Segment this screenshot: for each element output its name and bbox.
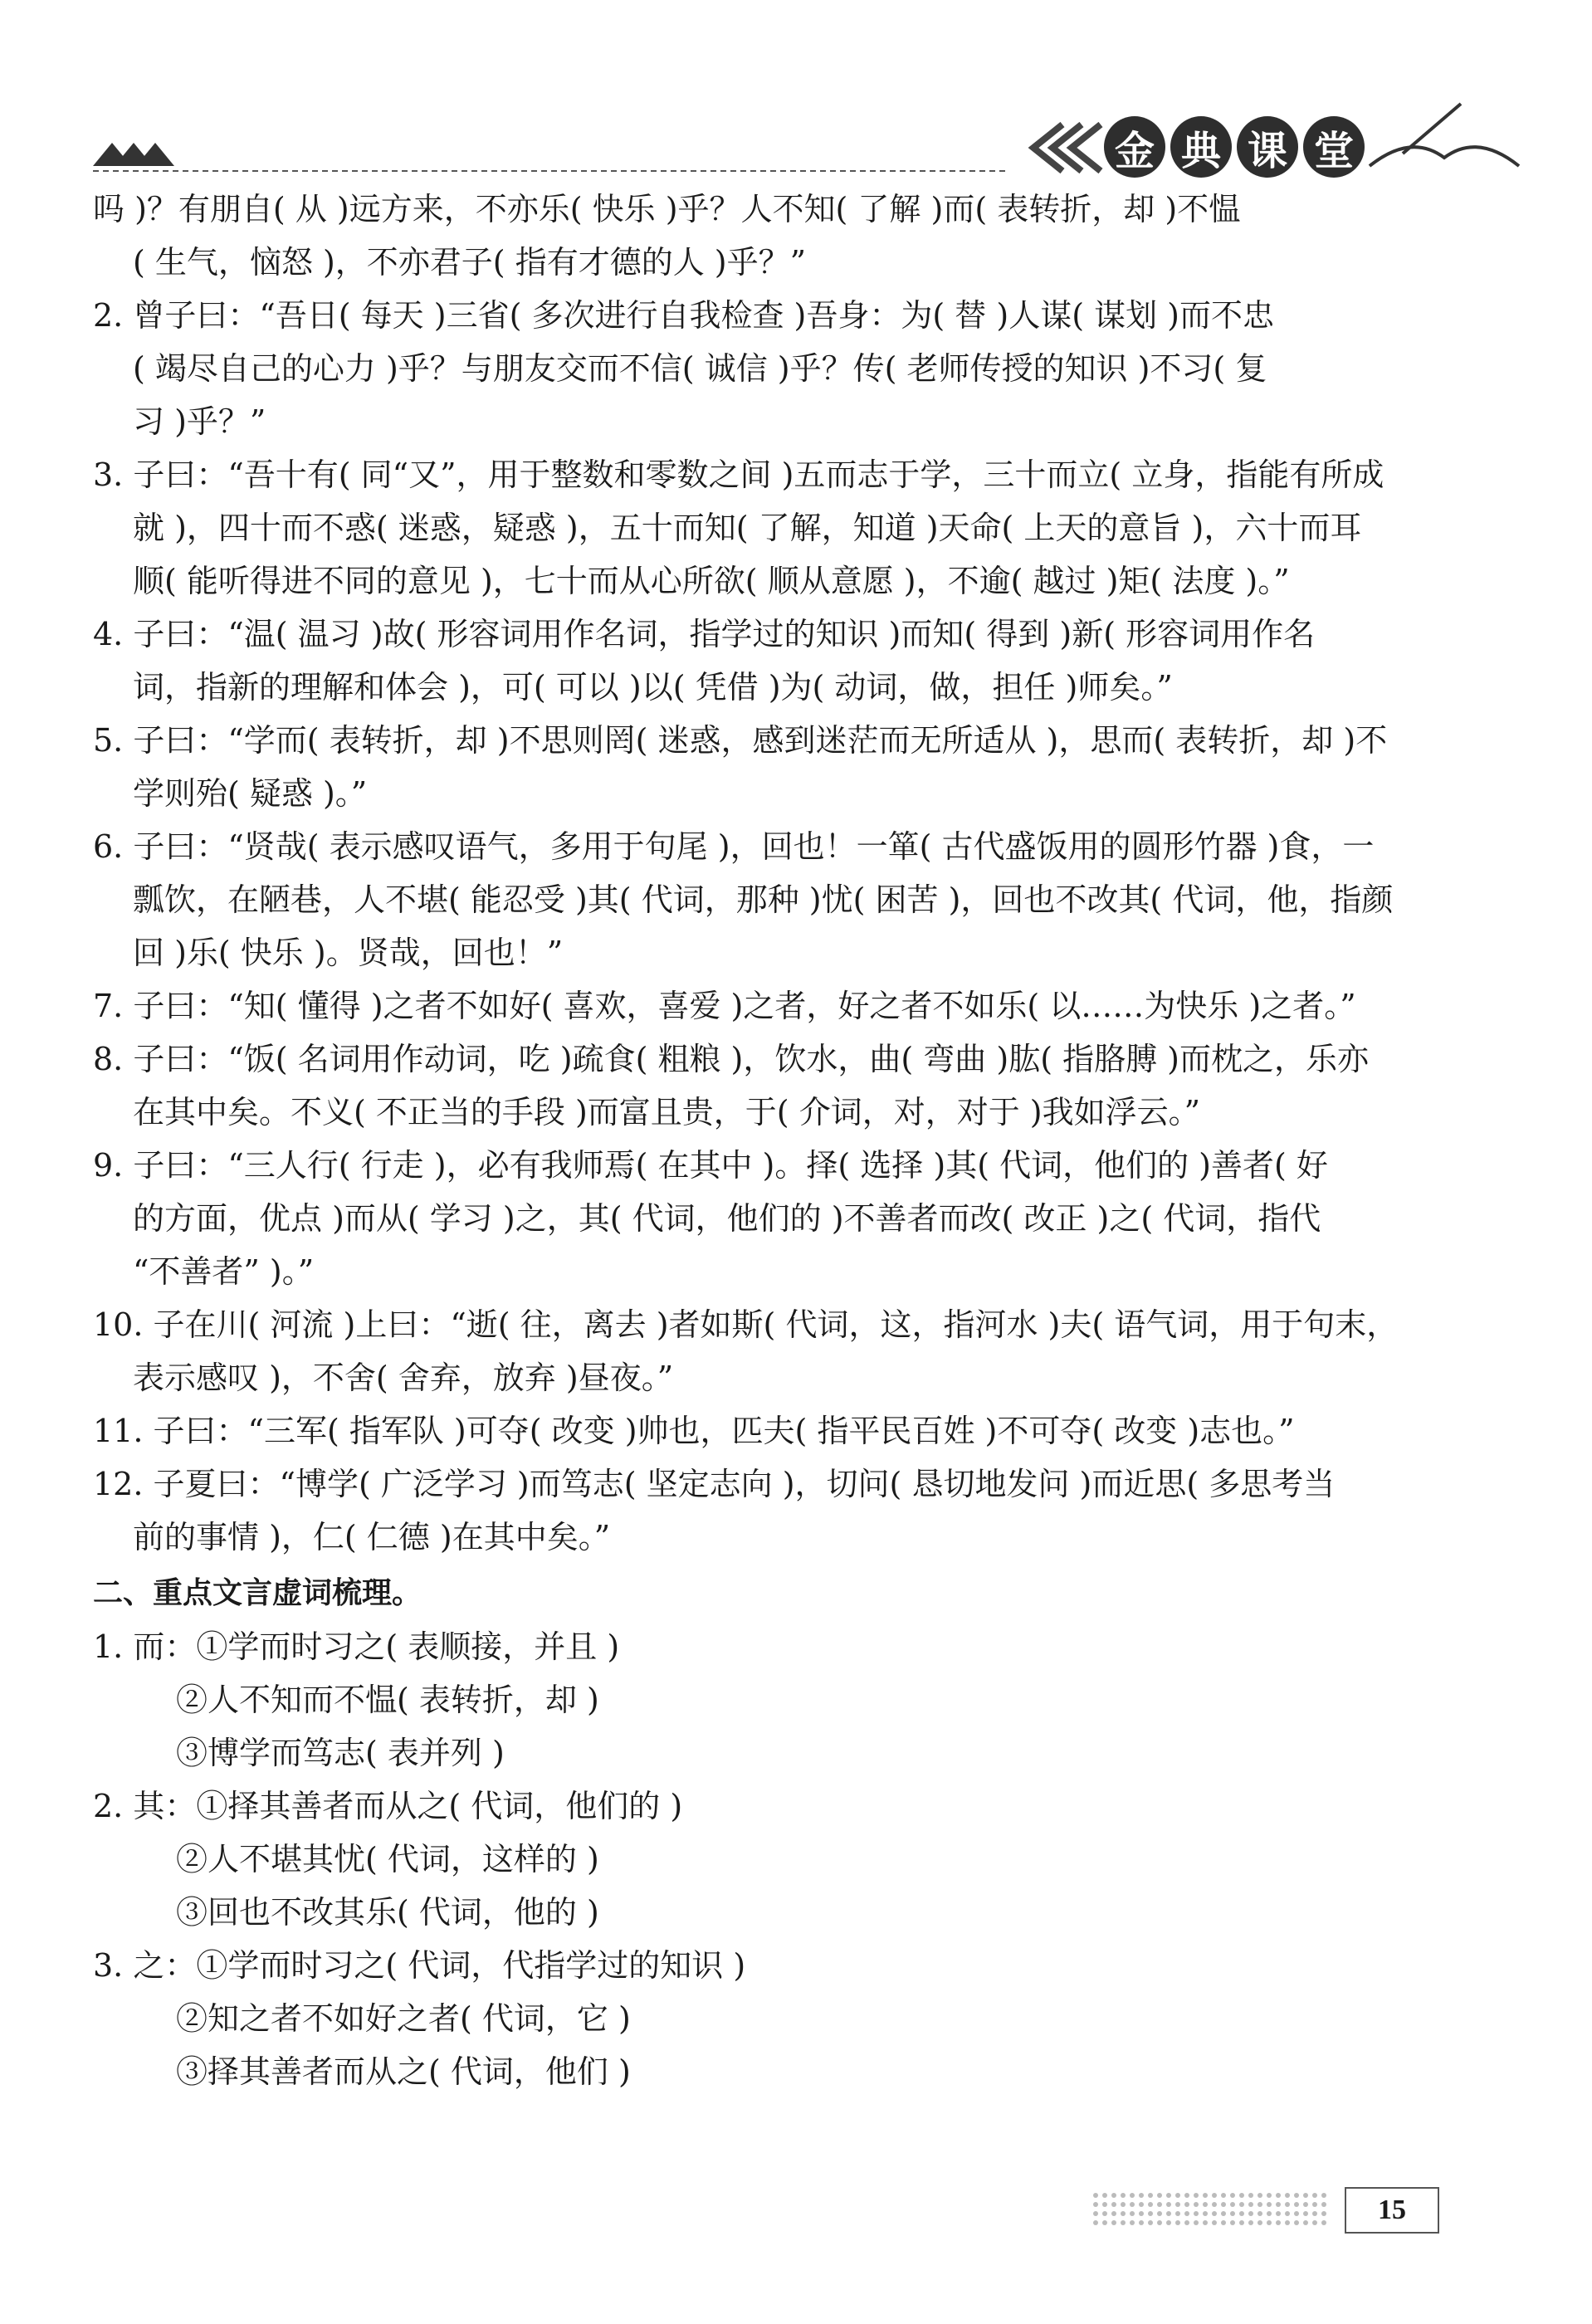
text-line: ③回也不改其乐( 代词，他的 ) [176, 1894, 599, 1931]
text-line: ③择其善者而从之( 代词，他们 ) [176, 2053, 631, 2090]
text-line: 的方面，优点 )而从( 学习 )之，其( 代词，他们的 )不善者而改( 改正 )之( 代词，指代 [133, 1200, 1321, 1237]
text-line: 2. 其：①择其善者而从之( 代词，他们的 ) [93, 1788, 683, 1824]
text-line: 瓢饮，在陋巷，人不堪( 能忍受 )其( 代词，那种 )忧( 困苦 )，回也不改其( 代词，他，指颜 [133, 881, 1394, 918]
text-line: 吗 )？有朋自( 从 )远方来，不亦乐( 快乐 )乎？人不知( 了解 )而( 表转折，却 )不愠 [93, 191, 1241, 227]
text-line: 在其中矣。不义( 不正当的手段 )而富且贵，于( 介词，对，对于 )我如浮云。” [133, 1094, 1201, 1130]
text-line: 顺( 能听得进不同的意见 )，七十而从心所欲( 顺从意愿 )，不逾( 越过 )矩( 法度 )。” [133, 563, 1290, 599]
pen-icon [1403, 104, 1461, 154]
text-line: 3. 子曰：“吾十有( 同“又”，用于整数和零数之间 )五而志于学，三十而立( 立身，指能有所成 [93, 456, 1384, 493]
text-line: 6. 子曰：“贤哉( 表示感叹语气，多用于句尾 )，回也！一箪( 古代盛饭用的圆形竹器 )食，一 [93, 828, 1375, 865]
text-line: ②人不知而不愠( 表转折，却 ) [176, 1682, 599, 1718]
main-content [93, 183, 1454, 2098]
text-line: 回 )乐( 快乐 )。贤哉，回也！” [133, 935, 564, 971]
text-line: 表示感叹 )，不舍( 舍弃，放弃 )昼夜。” [133, 1360, 674, 1396]
text-line: ②知之者不如好之者( 代词，它 ) [176, 2000, 631, 2037]
text-line: 10. 子在川( 河流 )上曰：“逝( 往，离去 )者如斯( 代词，这，指河水 )夫( 语气词，用于句末， [93, 1306, 1399, 1343]
text-line: 7. 子曰：“知( 懂得 )之者不如好( 喜欢，喜爱 )之者，好之者不如乐( 以……为快乐 )之者。” [93, 988, 1356, 1024]
text-line: 2. 曾子曰：“吾日( 每天 )三省( 多次进行自我检查 )吾身：为( 替 )人谋( 谋划 )而不忠 [93, 297, 1274, 334]
text-line: “不善者” )。” [133, 1253, 315, 1290]
text-line: 8. 子曰：“饭( 名词用作动词，吃 )疏食( 粗粮 )，饮水，曲( 弯曲 )肱( 指胳膊 )而枕之，乐亦 [93, 1041, 1369, 1077]
text-line: 学则殆( 疑惑 )。” [133, 775, 368, 812]
text-line: 就 )，四十而不惑( 迷惑，疑惑 )，五十而知( 了解，知道 )天命( 上天的意旨 )，六十而耳 [133, 510, 1362, 546]
text-line: ③博学而笃志( 表并列 ) [176, 1735, 505, 1771]
section-title: 二、重点文言虚词梳理。 [93, 1576, 422, 1610]
text-line: 前的事情 )，仁( 仁德 )在其中矣。” [133, 1519, 611, 1555]
text-line: ( 竭尽自己的心力 )乎？与朋友交而不信( 诚信 )乎？传( 老师传授的知识 )不习( 复 [133, 350, 1267, 387]
text-line: 4. 子曰：“温( 温习 )故( 形容词用作名词，指学过的知识 )而知( 得到 )新( 形容词用作名 [93, 616, 1316, 652]
page-header [0, 0, 1592, 199]
text-line: 1. 而：①学而时习之( 表顺接，并且 ) [93, 1628, 620, 1665]
page-number: 15 [1345, 2187, 1439, 2234]
text-line: 12. 子夏曰：“博学( 广泛学习 )而笃志( 坚定志向 )，切问( 恳切地发问 )而近思( 多思考当 [93, 1466, 1336, 1502]
text-line: 词，指新的理解和体会 )，可( 可以 )以( 凭借 )为( 动词，做，担任 )师矣。” [133, 669, 1173, 706]
book-icon [1370, 147, 1519, 166]
brand-logo: 金 典 课 堂 [1104, 116, 1365, 178]
text-line: 3. 之：①学而时习之( 代词，代指学过的知识 ) [93, 1947, 746, 1984]
text-line: ( 生气，恼怒 )，不亦君子( 指有才德的人 )乎？” [133, 244, 807, 281]
text-line: 9. 子曰：“三人行( 行走 )，必有我师焉( 在其中 )。择( 选择 )其( 代词，他们的 )善者( 好 [93, 1147, 1328, 1184]
text-line: 习 )乎？” [133, 403, 266, 440]
text-line: 5. 子曰：“学而( 表转折，却 )不思则罔( 迷惑，感到迷茫而无所适从 )，思而( 表转折，却 )不 [93, 722, 1388, 759]
text-line: 11. 子曰：“三军( 指军队 )可夺( 改变 )帅也，匹夫( 指平民百姓 )不可夺( 改变 )志也。” [93, 1413, 1295, 1449]
text-line: ②人不堪其忧( 代词，这样的 ) [176, 1841, 599, 1877]
